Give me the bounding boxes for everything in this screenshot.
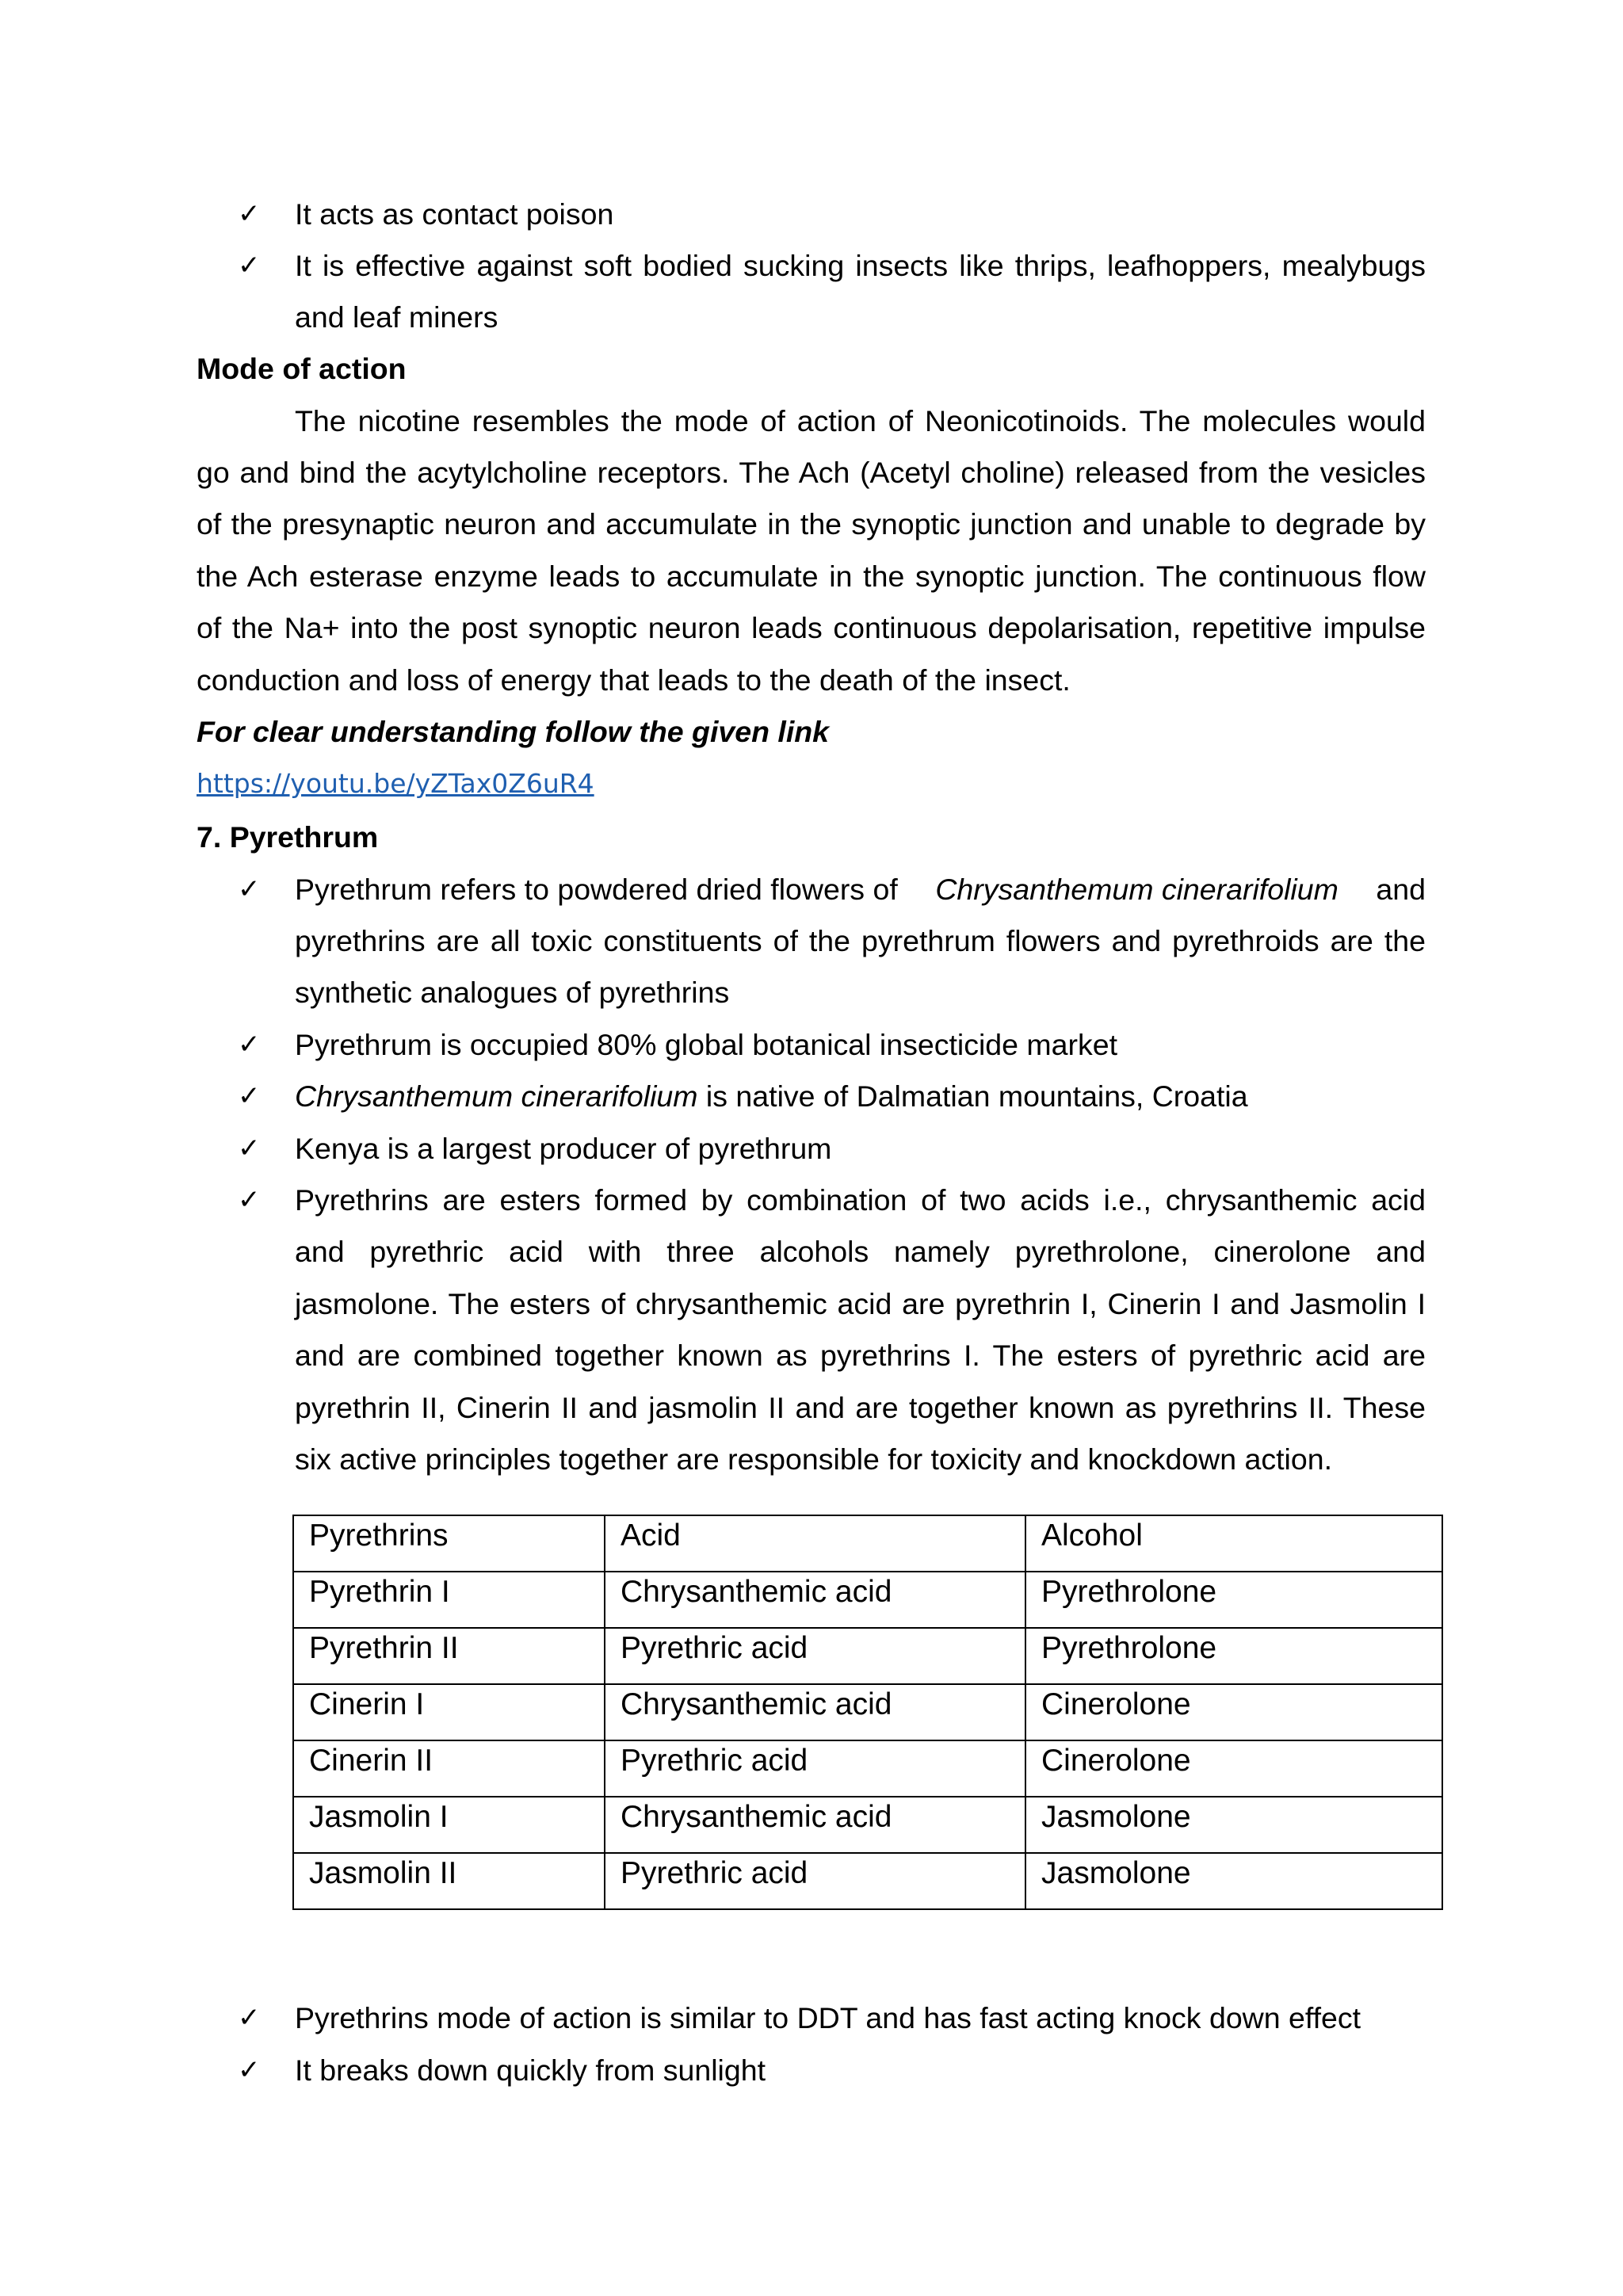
bullet-text: Pyrethrins are esters formed by combination of two acids i.e., chrysanthemic acid <box>295 1183 1426 1217</box>
check-icon: ✓ <box>238 2002 261 2034</box>
check-icon: ✓ <box>238 1029 261 1060</box>
paragraph-line: go and bind the acytylcholine receptors. The Ach (Acetyl choline) released from the vesicles <box>197 456 1426 489</box>
bullet-item <box>238 1027 1426 1062</box>
bullet-text-continued: synthetic analogues of pyrethrins <box>295 976 730 1009</box>
table-cell: Jasmolone <box>1025 1797 1442 1853</box>
species-name: Chrysanthemum cinerarifolium <box>295 1079 698 1113</box>
bullet-text: Kenya is a largest producer of pyrethrum <box>295 1132 832 1165</box>
table-cell: Pyrethrin I <box>293 1572 605 1628</box>
bullet-text-part: Pyrethrum refers to powdered dried flowers of <box>295 873 898 906</box>
check-icon: ✓ <box>238 1080 261 1112</box>
table-row <box>293 1572 1442 1628</box>
table-cell: Jasmolin I <box>293 1797 605 1853</box>
bullet-text: Pyrethrum is occupied 80% global botanical insecticide market <box>295 1028 1118 1061</box>
table-cell: Cinerin I <box>293 1684 605 1740</box>
table-cell: Pyrethrolone <box>1025 1628 1442 1684</box>
pyrethrins-table <box>292 1515 1443 1910</box>
section-heading-pyrethrum: 7. Pyrethrum <box>197 820 379 854</box>
bullet-text <box>295 872 1426 907</box>
paragraph-line: of the presynaptic neuron and accumulate in the synoptic junction and unable to degrade by <box>197 507 1426 541</box>
bullet-text-continued: pyrethrin II, Cinerin II and jasmolin II and are together known as pyrethrins II. These <box>295 1391 1426 1424</box>
table-row <box>293 1740 1442 1797</box>
table-cell: Pyrethrin II <box>293 1628 605 1684</box>
table-cell: Cinerolone <box>1025 1740 1442 1797</box>
table-cell: Cinerolone <box>1025 1684 1442 1740</box>
table-header-cell: Alcohol <box>1025 1515 1442 1572</box>
youtube-link[interactable]: https://youtu.be/yZTax0Z6uR4 <box>197 768 594 799</box>
bullet-text: It acts as contact poison <box>295 197 614 231</box>
species-name: Chrysanthemum cinerarifolium <box>935 873 1338 906</box>
table-cell: Chrysanthemic acid <box>605 1797 1025 1853</box>
table-cell: Cinerin II <box>293 1740 605 1797</box>
check-icon: ✓ <box>238 2054 261 2086</box>
table-cell: Chrysanthemic acid <box>605 1684 1025 1740</box>
table-header-cell: Acid <box>605 1515 1025 1572</box>
check-icon: ✓ <box>238 873 261 905</box>
table-cell: Pyrethric acid <box>605 1628 1025 1684</box>
paragraph-line: of the Na+ into the post synoptic neuron leads continuous depolarisation, repetitive impulse <box>197 611 1426 644</box>
check-icon: ✓ <box>238 198 261 230</box>
bullet-text: Pyrethrins mode of action is similar to DDT and has fast acting knock down effect <box>295 2001 1361 2034</box>
bullet-item <box>238 2000 1426 2035</box>
bullet-text-part: is native of Dalmatian mountains, Croatia <box>697 1079 1248 1113</box>
bullet-item <box>238 2053 1426 2088</box>
bullet-item <box>238 1131 1426 1166</box>
bullet-text: It is effective against soft bodied sucking insects like thrips, leafhoppers, mealybugs <box>295 249 1426 282</box>
paragraph-line: conduction and loss of energy that leads to the death of the insect. <box>197 663 1071 697</box>
bullet-text <box>295 1079 1426 1114</box>
table-cell: Pyrethric acid <box>605 1740 1025 1797</box>
table-row <box>293 1684 1442 1740</box>
paragraph-line: The nicotine resembles the mode of action of Neonicotinoids. The molecules would <box>295 404 1426 437</box>
bullet-item <box>238 1079 1426 1114</box>
bullet-text-continued: six active principles together are responsible for toxicity and knockdown action. <box>295 1442 1333 1476</box>
table-header-row <box>293 1515 1442 1572</box>
table-row <box>293 1797 1442 1853</box>
paragraph-line: the Ach esterase enzyme leads to accumulate in the synoptic junction. The continuous flow <box>197 560 1426 593</box>
table-row <box>293 1853 1442 1909</box>
bullet-text-continued: jasmolone. The esters of chrysanthemic acid are pyrethrin I, Cinerin I and Jasmolin I <box>295 1287 1426 1320</box>
bullet-text-continued: and pyrethric acid with three alcohols namely pyrethrolone, cinerolone and <box>295 1235 1426 1268</box>
table-cell: Pyrethrolone <box>1025 1572 1442 1628</box>
section-heading-mode-of-action: Mode of action <box>197 352 407 385</box>
table-cell: Jasmolin II <box>293 1853 605 1909</box>
table-row <box>293 1628 1442 1684</box>
follow-link-label: For clear understanding follow the given link <box>197 715 830 748</box>
bullet-item <box>238 1182 1426 1217</box>
check-icon: ✓ <box>238 1133 261 1164</box>
bullet-text-continued: and leaf miners <box>295 300 498 334</box>
table-cell: Pyrethric acid <box>605 1853 1025 1909</box>
check-icon: ✓ <box>238 1184 261 1216</box>
bullet-text-part: and <box>1376 873 1426 906</box>
check-icon: ✓ <box>238 250 261 281</box>
bullet-text-continued: and are combined together known as pyrethrins I. The esters of pyrethric acid are <box>295 1339 1426 1372</box>
table-cell: Chrysanthemic acid <box>605 1572 1025 1628</box>
bullet-text-continued: pyrethrins are all toxic constituents of the pyrethrum flowers and pyrethroids are the <box>295 924 1426 957</box>
bullet-item <box>238 197 1426 231</box>
table-cell: Jasmolone <box>1025 1853 1442 1909</box>
bullet-text: It breaks down quickly from sunlight <box>295 2053 766 2087</box>
table-header-cell: Pyrethrins <box>293 1515 605 1572</box>
bullet-item <box>238 872 1426 907</box>
bullet-item <box>238 248 1426 283</box>
